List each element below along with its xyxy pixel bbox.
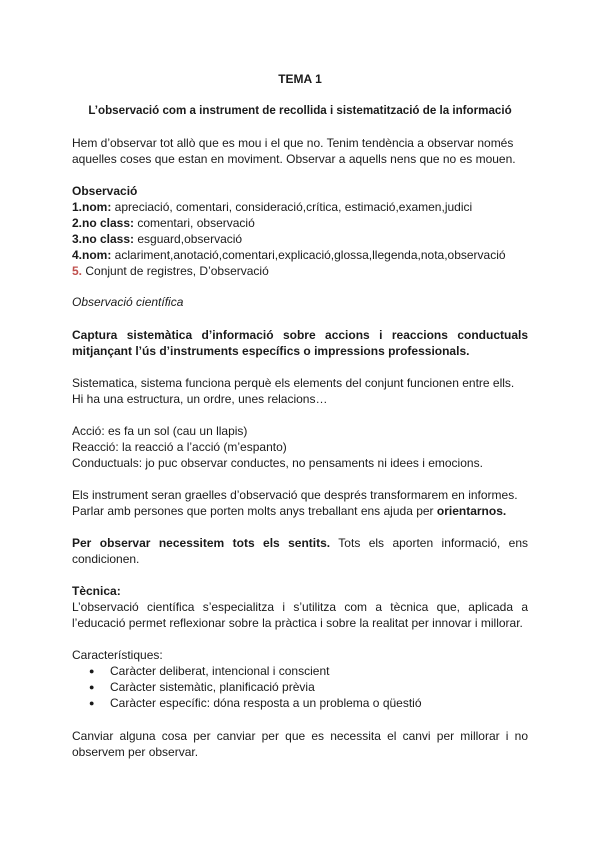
text-line: condicionen. (72, 552, 140, 566)
definition-label: 1.nom: (72, 200, 112, 214)
definition-label: 3.no class: (72, 232, 135, 246)
cientifica-heading: Observació científica (72, 295, 184, 309)
list-item: ● Caràcter específic: dóna resposta a un problema o qüestió (72, 695, 528, 711)
intro-paragraph (72, 135, 528, 167)
instruments-paragraph (72, 487, 528, 519)
intro-line: aquelles coses que estan en moviment. Observar a aquells nens que no es mouen. (72, 152, 516, 166)
emphasis-text: orientarnos. (436, 504, 507, 518)
list-item: ● Caràcter deliberat, intencional i conscient (72, 663, 528, 679)
definition-label: 5. (72, 264, 83, 278)
definition-text: apreciació, comentari, consideració,crítica, estimació,examen,judici (111, 200, 473, 214)
definition-line (72, 247, 528, 263)
text-line: L’observació científica s’especialitza i s’utilitza com a tècnica que, aplicada a (72, 600, 528, 614)
text-line: Hi ha una estructura, un ordre, unes relacions… (72, 392, 328, 406)
sentits-paragraph (72, 535, 528, 567)
definition-line (72, 215, 528, 231)
text-line: Els instrument seran graelles d’observació que després transformarem en informes. (72, 488, 518, 502)
definition-paragraph (72, 327, 528, 359)
text-span: Tots els aporten informació, ens (330, 536, 528, 550)
text-span: Parlar amb persones que porten molts anys treballant ens ajuda per (72, 504, 437, 518)
text-line: Conductuals: jo puc observar conductes, no pensaments ni idees i emocions. (72, 456, 483, 470)
tecnica-heading: Tècnica: (72, 584, 121, 598)
text-line: Acció: es fa un sol (cau un llapis) (72, 424, 248, 438)
definition-line: mitjançant l’ús d’instruments específics o impressions professionals. (72, 344, 470, 358)
caracteristiques-heading: Característiques: (72, 648, 163, 662)
canviar-paragraph (72, 728, 528, 760)
sistematica-paragraph (72, 375, 528, 407)
emphasis-text: Per observar necessitem tots els sentits. (72, 536, 331, 550)
text-line: Reacció: la reacció a l’acció (m’espanto) (72, 440, 287, 454)
text-line: Canviar alguna cosa per canviar per que es necessita el canvi per millorar i no (72, 729, 528, 743)
definition-line (72, 199, 528, 215)
definition-text: Conjunt de registres, D’observació (82, 264, 269, 278)
definition-label: 2.no class: (72, 216, 135, 230)
text-line: l’educació permet reflexionar sobre la pràctica i sobre la realitat per innovar i millorar. (72, 616, 523, 630)
caracteristiques-list (72, 663, 528, 711)
definition-text: esguard,observació (134, 232, 243, 246)
definition-line: Captura sistemàtica d’informació sobre accions i reaccions conductuals (72, 328, 528, 342)
page-subtitle: L’observació com a instrument de recollida i sistematització de la informació (88, 104, 512, 117)
text-line (72, 503, 528, 519)
text-line: observem per observar. (72, 745, 199, 759)
intro-line: Hem d’observar tot allò que es mou i el que no. Tenim tendència a observar només (72, 136, 514, 150)
observacio-heading: Observació (72, 184, 138, 198)
observacio-definitions (72, 199, 528, 279)
text-line (72, 535, 528, 551)
definition-text: comentari, observació (134, 216, 255, 230)
definition-text: aclariment,anotació,comentari,explicació,glossa,llegenda,nota,observació (111, 248, 506, 262)
text-line: Sistematica, sistema funciona perquè els elements del conjunt funcionen entre ells. (72, 376, 515, 390)
list-item: ● Caràcter sistemàtic, planificació prèvia (72, 679, 528, 695)
accio-paragraph (72, 423, 528, 471)
tecnica-paragraph (72, 599, 528, 631)
page-title: TEMA 1 (278, 72, 322, 86)
definition-line (72, 263, 528, 279)
definition-label: 4.nom: (72, 248, 112, 262)
definition-line (72, 231, 528, 247)
